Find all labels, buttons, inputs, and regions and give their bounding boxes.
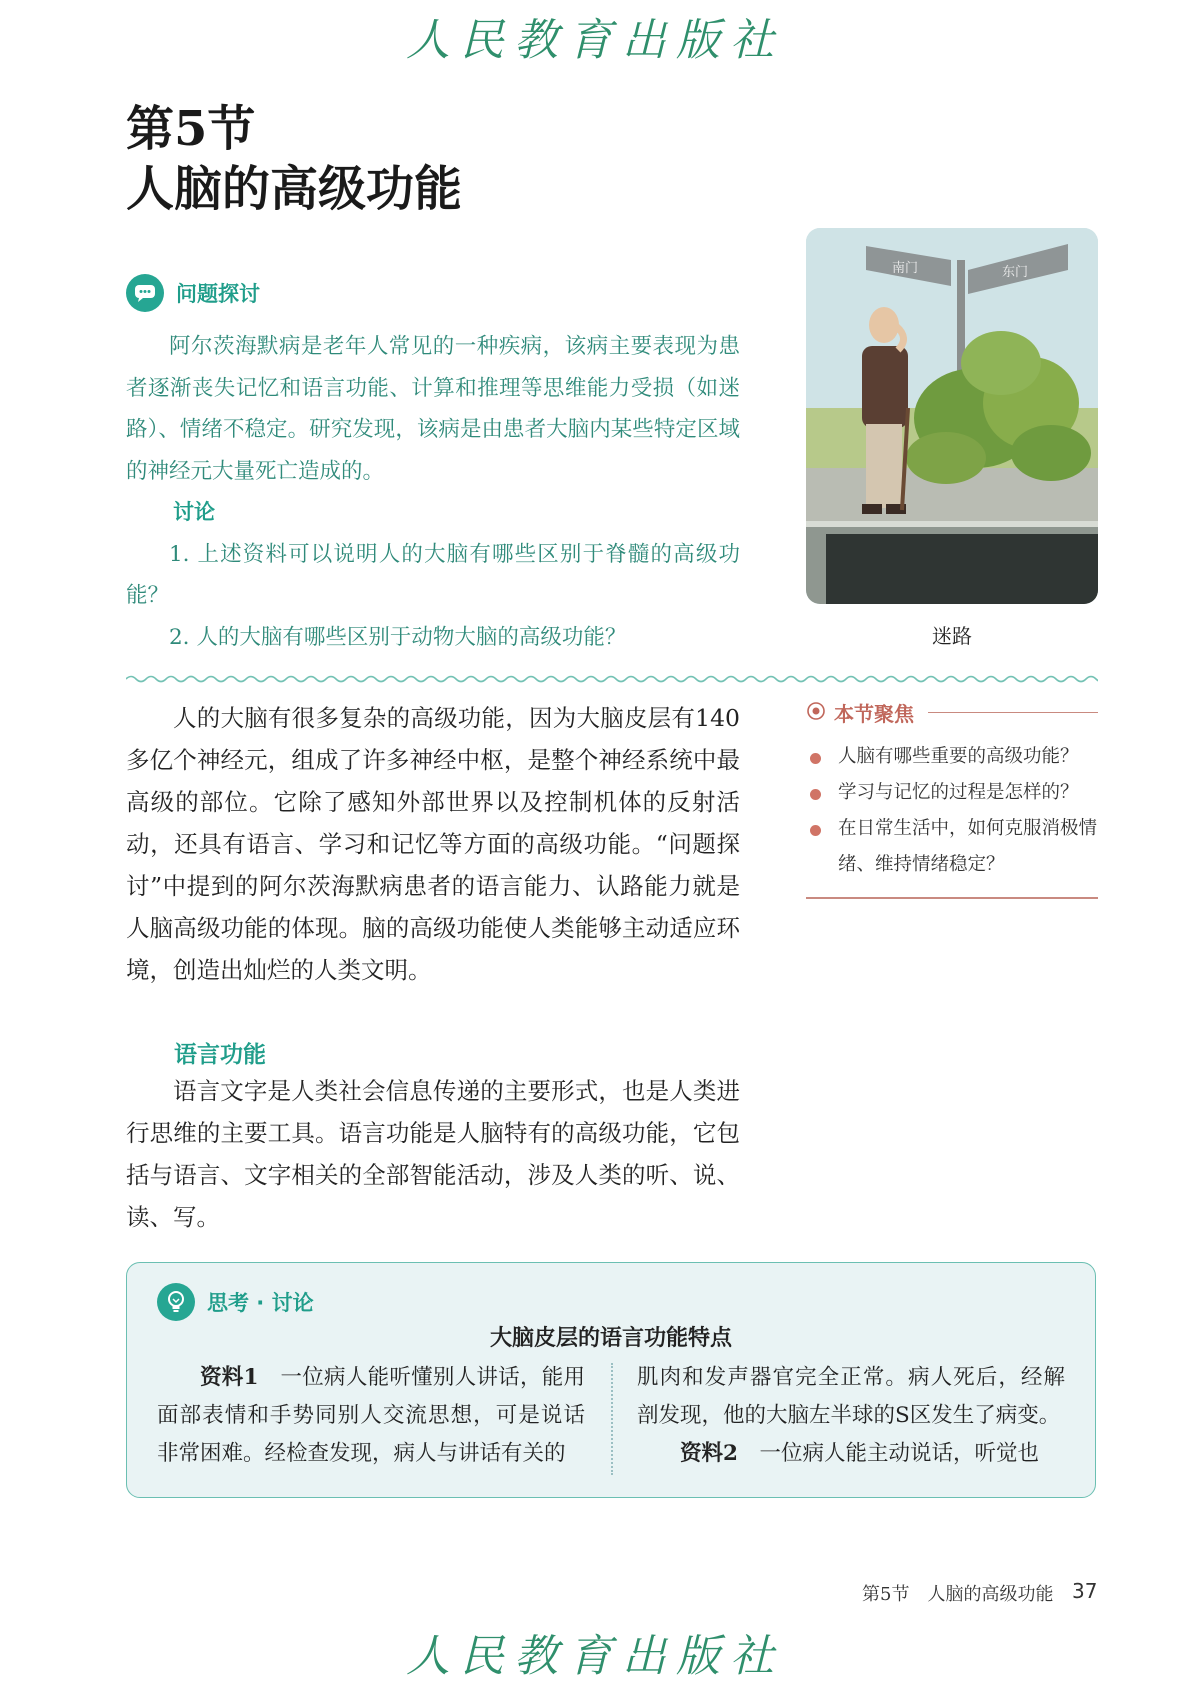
material-1-label: 资料1 xyxy=(200,1365,259,1390)
focus-list xyxy=(806,739,1098,883)
problem-paragraph: 阿尔茨海默病是老年人常见的一种疾病，该病主要表现为患者逐渐丧失记忆和语言功能、计算和推理等思维能力受损（如迷路）、情绪不稳定。研究发现，该病是由患者大脑内某些特定区域的神经元大量死亡造成的。 xyxy=(126,334,740,484)
column-divider xyxy=(611,1363,613,1475)
publisher-logo-top: 人民教育出版社 xyxy=(406,15,784,66)
language-text-block xyxy=(126,1070,740,1238)
material-2-label: 资料2 xyxy=(680,1441,738,1466)
section-title: 人脑的高级功能 xyxy=(126,161,463,217)
bullet-icon xyxy=(810,825,821,836)
think-discuss-box xyxy=(126,1262,1096,1498)
language-paragraph: 语言文字是人类社会信息传递的主要形式，也是人类进行思维的主要工具。语言功能是人脑特有的高级功能，它包括与语言、文字相关的全部智能活动，涉及人类的听、说、读、写。 xyxy=(126,1077,740,1231)
publisher-logo-bottom: 人民教育出版社 xyxy=(406,1631,784,1682)
illustration-caption: 迷路 xyxy=(932,624,972,648)
focus-bottom-rule xyxy=(806,897,1098,899)
think-discuss-label: 思考 · 讨论 xyxy=(207,1291,314,1315)
svg-text:东门: 东门 xyxy=(1002,265,1029,280)
lightbulb-icon xyxy=(157,1283,195,1321)
wavy-divider xyxy=(126,670,1098,689)
section-focus-box xyxy=(806,698,1098,899)
bullet-icon xyxy=(810,753,821,764)
bullet-icon xyxy=(810,789,821,800)
material-left-column xyxy=(157,1359,585,1473)
discussion-question-1: 1. 上述资料可以说明人的大脑有哪些区别于脊髓的高级功能？ xyxy=(126,541,740,608)
problem-text-block xyxy=(126,326,740,658)
chat-bubble-icon xyxy=(126,274,164,312)
material-1-paragraph: 资料1 一位病人能听懂别人讲话，能用面部表情和手势同别人交流思想，可是说话非常困难。经检查发现，病人与讲话有关的 xyxy=(157,1365,585,1466)
problem-discussion-tag xyxy=(126,274,260,312)
section-number: 第5节 xyxy=(126,101,256,157)
focus-head-rule xyxy=(928,712,1098,713)
material-2-paragraph: 资料2 一位病人能主动说话，听觉也 xyxy=(680,1441,1039,1466)
lost-illustration xyxy=(806,228,1098,604)
discussion-label: 讨论 xyxy=(173,500,215,524)
language-function-heading: 语言功能 xyxy=(174,1042,266,1068)
focus-item: 学习与记忆的过程是怎样的？ xyxy=(806,775,1098,811)
think-discuss-tag xyxy=(157,1283,314,1321)
page-number: 37 xyxy=(1072,1579,1098,1603)
problem-discussion-label: 问题探讨 xyxy=(176,282,260,306)
material-1-continued: 肌肉和发声器官完全正常。病人死后，经解剖发现，他的大脑左半球的S区发生了病变。 xyxy=(637,1365,1065,1428)
intro-paragraph: 人的大脑有很多复杂的高级功能，因为大脑皮层有140多亿个神经元，组成了许多神经中枢，是整个神经系统中最高级的部位。它除了感知外部世界以及控制机体的反射活动，还具有语言、学习和记忆等方面的高级功能。“问题探讨”中提到的阿尔茨海默病患者的语言能力、认路能力就是人脑高级功能的体现。脑的高级功能使人类能够主动适应环境，创造出灿烂的人类文明。 xyxy=(126,704,740,984)
discussion-question-2: 2. 人的大脑有哪些区别于动物大脑的高级功能？ xyxy=(169,624,627,650)
focus-item: 在日常生活中，如何克服消极情绪、维持情绪稳定？ xyxy=(806,811,1098,883)
material-right-column xyxy=(637,1359,1065,1473)
footer-section-title: 第5节 人脑的高级功能 xyxy=(862,1584,1054,1605)
section-focus-label: 本节聚焦 xyxy=(834,702,914,726)
svg-text:南门: 南门 xyxy=(892,261,919,276)
intro-text-block xyxy=(126,697,740,991)
target-icon xyxy=(806,701,826,725)
focus-item: 人脑有哪些重要的高级功能？ xyxy=(806,739,1098,775)
think-discuss-title: 大脑皮层的语言功能特点 xyxy=(489,1326,732,1351)
